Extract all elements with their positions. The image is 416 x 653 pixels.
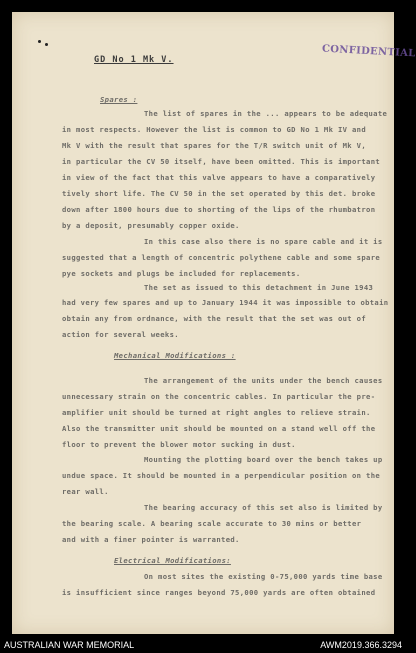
archive-name: AUSTRALIAN WAR MEMORIAL [4,640,135,650]
body-line: the bearing scale. A bearing scale accurate to 30 mins or better [62,519,362,528]
body-line: undue space. It should be mounted in a perpendicular position on the [62,471,381,480]
body-line: obtain any from ordnance, with the result that the set was out of [62,314,367,323]
section-heading-spares: Spares : [100,95,138,104]
body-line: The set as issued to this detachment in June 1943 [144,283,374,292]
body-line: is insufficient since ranges beyond 75,000 yards are often obtained [62,588,376,597]
body-line: Also the transmitter unit should be mounted on a stand well off the [62,424,376,433]
archive-reference: AWM2019.366.3294 [320,640,402,650]
archive-footer [0,638,406,653]
body-line: by a deposit, presumably copper oxide. [62,221,240,230]
body-line: amplifier unit should be turned at right angles to relieve strain. [62,408,371,417]
body-line: unnecessary strain on the concentric cables. In particular the pre- [62,392,376,401]
body-line: and with a finer pointer is warranted. [62,535,240,544]
confidential-stamp: CONFIDENTIAL [321,43,416,60]
document-page [12,12,416,634]
body-line: Mounting the plotting board over the bench takes up [144,455,383,464]
punch-hole [45,43,48,46]
body-line: suggested that a length of concentric polythene cable and some spare [62,253,381,262]
body-line: in view of the fact that this valve appears to have a comparatively [62,173,376,182]
body-line: The arrangement of the units under the bench causes [144,376,383,385]
body-line: action for several weeks. [62,330,179,339]
body-line: pye sockets and plugs be included for replacements. [62,269,301,278]
body-line: The list of spares in the ... appears to be adequate [144,109,388,118]
body-line: In this case also there is no spare cable and it is [144,237,383,246]
body-line: floor to prevent the blower motor sucking in dust. [62,440,296,449]
document-heading: GD No 1 Mk V. [94,55,174,65]
section-heading-mechanical: Mechanical Modifications : [114,351,236,360]
body-line: had very few spares and up to January 1944 it was impossible to obtain [62,298,389,307]
body-line: in most respects. However the list is common to GD No 1 Mk IV and [62,125,367,134]
body-line: Mk V with the result that spares for the T/R switch unit of Mk V, [62,141,367,150]
punch-hole [38,40,41,43]
body-line: On most sites the existing 0-75,000 yards time base [144,572,383,581]
body-line: down after 1800 hours due to shorting of the lips of the rhumbatron [62,205,376,214]
body-line: in particular the CV 50 itself, have been omitted. This is important [62,157,381,166]
body-line: tively short life. The CV 50 in the set operated by this det. broke [62,189,376,198]
section-heading-electrical: Electrical Modifications: [114,556,231,565]
body-line: The bearing accuracy of this set also is limited by [144,503,383,512]
body-line: rear wall. [62,487,109,496]
